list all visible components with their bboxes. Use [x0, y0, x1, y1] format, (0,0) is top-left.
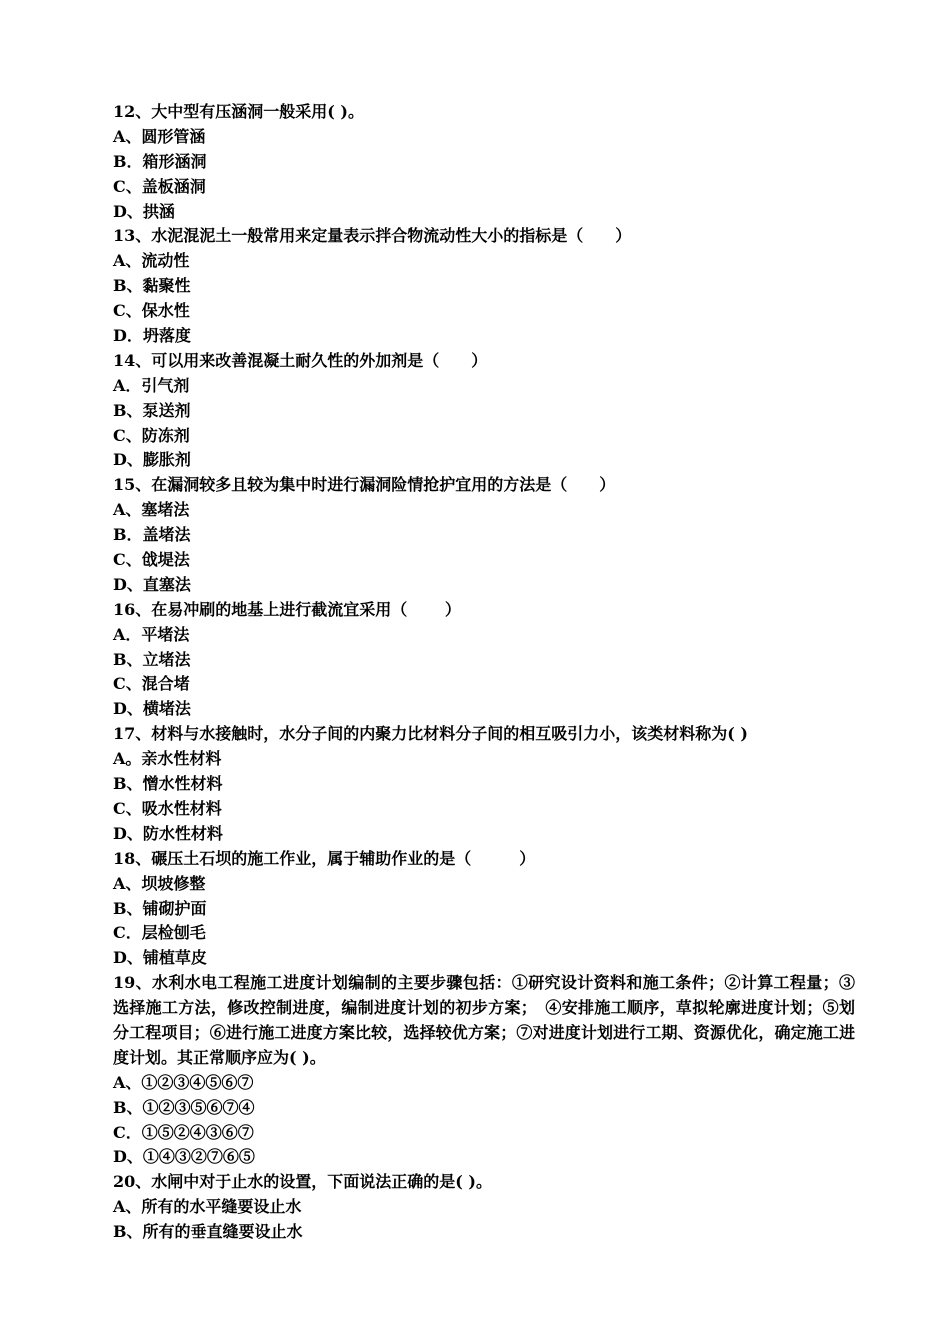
option-17b: B、憎水性材料	[113, 774, 223, 794]
document-page	[113, 100, 863, 1245]
option-12c: C、盖板涵洞	[113, 176, 206, 196]
option-16c: C、混合堵	[113, 674, 190, 694]
option-12d: D、拱涵	[113, 201, 175, 221]
question-13: 13、水泥混泥土一般常用来定量表示拌合物流动性大小的指标是（ ）	[113, 226, 632, 246]
option-15d: D、直塞法	[113, 574, 191, 594]
option-16b: B、立堵法	[113, 649, 191, 669]
question-16: 16、在易冲刷的地基上进行截流宜采用（ ）	[113, 599, 461, 619]
option-13b: B、黏聚性	[113, 276, 191, 296]
option-14d: D、膨胀剂	[113, 450, 191, 470]
question-12: 12、大中型有压涵洞一般采用( )。	[113, 102, 364, 121]
option-15b: B．盖堵法	[113, 525, 191, 545]
option-18d: D、铺植草皮	[113, 948, 207, 968]
option-19c: C．①⑤②④③⑥⑦	[113, 1122, 254, 1142]
option-17d: D、防水性材料	[113, 823, 223, 843]
option-15a: A、塞堵法	[113, 500, 190, 520]
option-20b: B、所有的垂直缝要设止水	[113, 1222, 303, 1242]
question-15: 15、在漏洞较多且较为集中时进行漏洞险情抢护宜用的方法是（ ）	[113, 475, 616, 495]
question-19: 19、水利水电工程施工进度计划编制的主要步骤包括：①研究设计资料和施工条件；②计算工程量；③选择施工方法，修改控制进度，编制进度计划的初步方案； ④安排施工顺序，草拟轮廓进度计划；⑤划分工程项目；⑥进行施工进度方案比较，选择较优方案；⑦对进度计划进行工期、资源优化，确定施工进度计划。其正常顺序应为( )。	[113, 973, 855, 1067]
option-12a: A、圆形管涵	[113, 126, 206, 146]
option-15c: C、戗堤法	[113, 550, 190, 570]
option-14a: A．引气剂	[113, 375, 190, 395]
option-14c: C、防冻剂	[113, 425, 190, 445]
option-13a: A、流动性	[113, 251, 190, 271]
option-17c: C、吸水性材料	[113, 798, 222, 818]
option-18a: A、坝坡修整	[113, 873, 206, 893]
question-20: 20、水闸中对于止水的设置，下面说法正确的是( )。	[113, 1172, 492, 1192]
question-14: 14、可以用来改善混凝土耐久性的外加剂是（ ）	[113, 350, 488, 370]
option-12b: B．箱形涵洞	[113, 151, 207, 171]
option-17a: A。亲水性材料	[113, 749, 222, 769]
option-19b: B、①②③⑤⑥⑦④	[113, 1097, 255, 1117]
option-19d: D、①④③②⑦⑥⑤	[113, 1147, 255, 1167]
question-18: 18、碾压土石坝的施工作业，属于辅助作业的是（ ）	[113, 848, 536, 868]
option-20a: A、所有的水平缝要设止水	[113, 1197, 302, 1217]
option-18c: C．层检刨毛	[113, 923, 206, 943]
option-14b: B、泵送剂	[113, 400, 191, 420]
option-13c: C、保水性	[113, 301, 190, 321]
question-17: 17、材料与水接触时，水分子间的内聚力比材料分子间的相互吸引力小，该类材料称为( )	[113, 724, 748, 744]
option-18b: B、铺砌护面	[113, 898, 207, 918]
option-19a: A、①②③④⑤⑥⑦	[113, 1072, 254, 1092]
option-16a: A．平堵法	[113, 624, 190, 644]
option-13d: D．坍落度	[113, 326, 191, 346]
option-16d: D、横堵法	[113, 699, 191, 719]
